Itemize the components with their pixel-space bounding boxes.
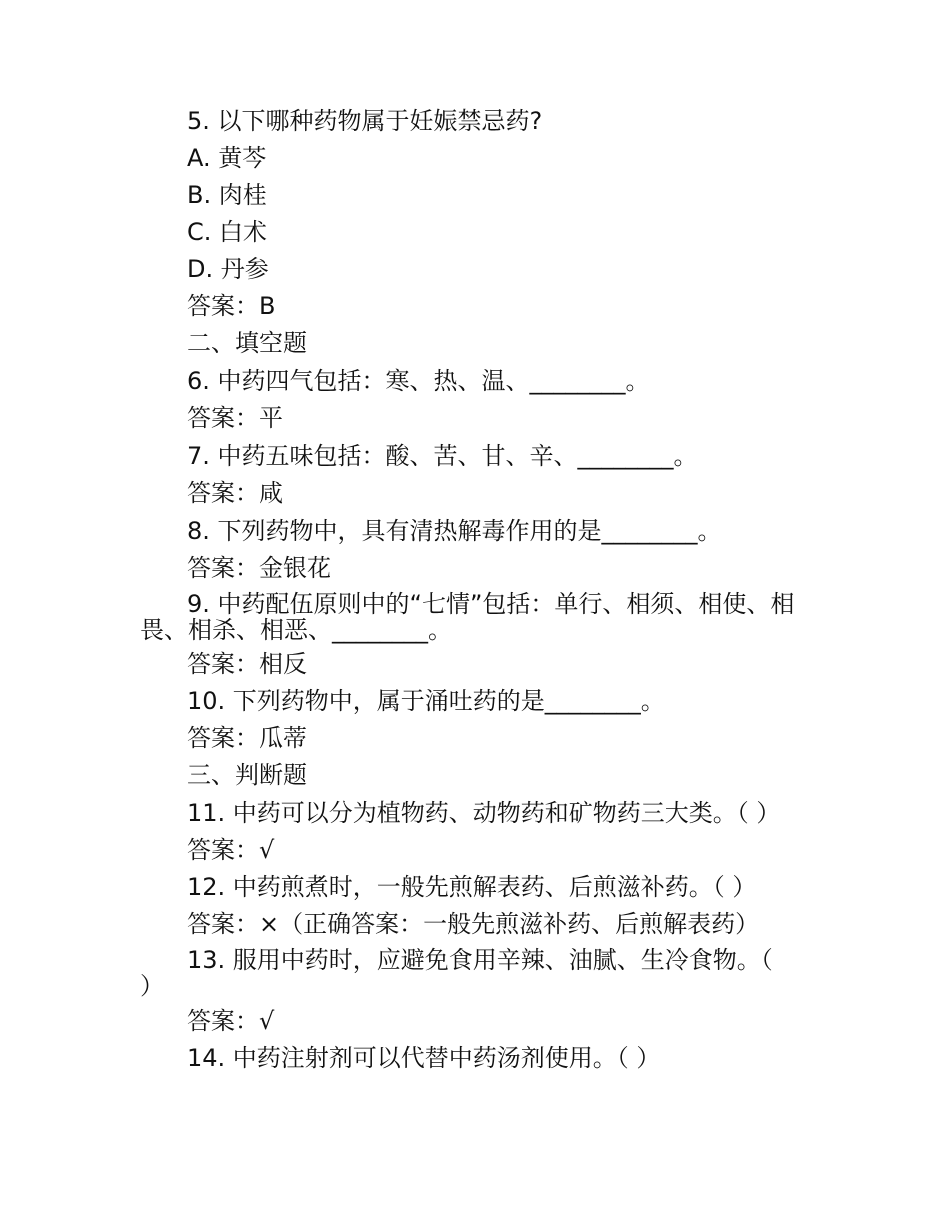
answer-8: 答案：金银花 <box>187 554 331 582</box>
option-d: D. 丹参 <box>187 255 269 283</box>
answer-10: 答案：瓜蒂 <box>187 724 307 752</box>
answer-13: 答案：√ <box>187 1007 275 1035</box>
question-10: 10. 下列药物中，属于涌吐药的是________。 <box>187 687 665 715</box>
question-6: 6. 中药四气包括：寒、热、温、________。 <box>187 367 650 395</box>
question-14: 14. 中药注射剂可以代替中药汤剂使用。（ ） <box>187 1044 661 1072</box>
question-5: 5. 以下哪种药物属于妊娠禁忌药? <box>187 107 543 135</box>
section-fill-blank-heading: 二、填空题 <box>187 329 307 357</box>
answer-6: 答案：平 <box>187 404 283 432</box>
option-a: A. 黄芩 <box>187 144 267 172</box>
answer-5: 答案：B <box>187 292 276 320</box>
question-7: 7. 中药五味包括：酸、苦、甘、辛、________。 <box>187 442 698 470</box>
question-8: 8. 下列药物中，具有清热解毒作用的是________。 <box>187 517 722 545</box>
option-c: C. 白术 <box>187 218 268 246</box>
question-13: 13. 服用中药时，应避免食用辛辣、油腻、生冷食物。（ ） <box>140 946 773 1000</box>
answer-9: 答案：相反 <box>187 650 307 678</box>
answer-11: 答案：√ <box>187 836 275 864</box>
section-true-false-heading: 三、判断题 <box>187 761 307 789</box>
question-12: 12. 中药煎煮时，一般先煎解表药、后煎滋补药。（ ） <box>187 873 757 901</box>
question-9: 9. 中药配伍原则中的“七情”包括：单行、相须、相使、相畏、相杀、相恶、________。 <box>140 590 795 644</box>
answer-12: 答案：×（正确答案：一般先煎滋补药、后煎解表药） <box>187 910 760 938</box>
option-b: B. 肉桂 <box>187 181 267 209</box>
answer-7: 答案：咸 <box>187 479 283 507</box>
question-11: 11. 中药可以分为植物药、动物药和矿物药三大类。（ ） <box>187 799 781 827</box>
